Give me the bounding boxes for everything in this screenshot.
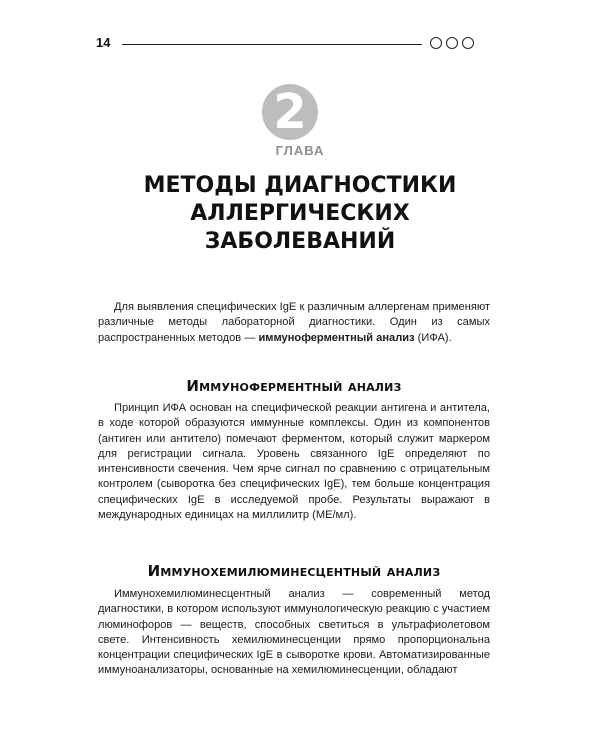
section-paragraph <box>98 587 490 679</box>
chapter-number-badge <box>262 84 318 140</box>
chapter-label: ГЛАВА <box>275 143 325 158</box>
circle-icon <box>446 37 458 49</box>
header-rule <box>122 44 422 45</box>
circle-icon <box>462 37 474 49</box>
page-number: 14 <box>96 35 111 50</box>
section-paragraph <box>98 401 490 523</box>
circle-icon <box>430 37 442 49</box>
header-ornament <box>430 37 474 49</box>
section-paragraph-text: Принцип ИФА основан на специфической реакции антигена и антитела, в ходе которой образуются иммунные комплексы. Один из компонентов (антиген или антитело) помечают ферментом, который служит маркером для регистрации сигнала. Уровень связанного IgE определяют по интенсивности свечения. Чем ярче сигнал по сравнению с отрицательным контролем (сыворотка без специфических IgE), тем больше концентрация специфических IgE в исследуемой пробе. Результаты выражают в международных единицах на миллилитр (МЕ/мл). <box>98 402 490 522</box>
intro-text: Для выявления специфических IgE к различным аллергенам применяют различные методы лабораторной диагностики. Один из самых распространенных методов — <box>98 301 490 344</box>
section-heading: Иммуноферментный анализ <box>186 377 402 395</box>
chapter-title-line: МЕТОДЫ ДИАГНОСТИКИ <box>143 173 457 198</box>
intro-paragraph <box>98 300 490 346</box>
chapter-number: 2 <box>273 84 307 140</box>
page-header <box>96 34 488 54</box>
chapter-title-line: ЗАБОЛЕВАНИЙ <box>204 229 396 254</box>
chapter-title-line: АЛЛЕРГИЧЕСКИХ <box>190 201 410 226</box>
chapter-title <box>80 172 520 256</box>
section-paragraph-text: Иммунохемилюминесцентный анализ — современный метод диагностики, в котором используют иммунологическую реакцию с участием люминофоров — веществ, способных светиться в ультрафиолетовом свете. Интенсивность хемилюминесценции прямо пропорциональна концентрации специфических IgE в сыворотке крови. Автоматизированные иммуноанализаторы, основанные на хемилюминесценции, обладают <box>98 588 490 677</box>
intro-emphasis: иммуноферментный анализ <box>258 331 415 344</box>
section-heading: Иммунохемилюминесцентный анализ <box>147 562 441 580</box>
intro-text-end: (ИФА). <box>414 331 452 344</box>
